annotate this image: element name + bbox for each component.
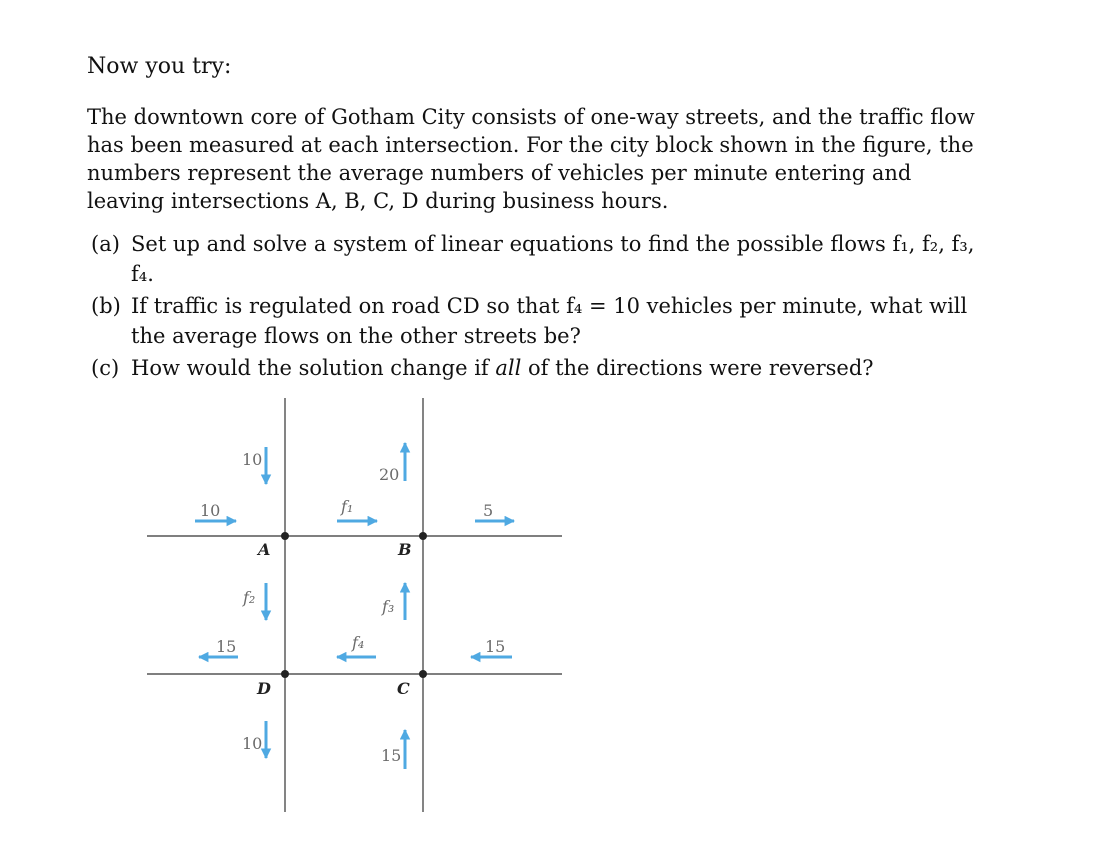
part-c-text-after: of the directions were reversed? [521, 356, 874, 380]
flow-label-bottom-right-in: 15 [485, 637, 506, 656]
problem-paragraph: The downtown core of Gotham City consists of one-way streets, and the traffic flow has been measured at each intersection. For the city block shown in the figure, the numbers represent the average numbers of vehicles per minute entering and leaving intersections A, B, C, D during business hours. [87, 105, 975, 213]
node-label-b: B [398, 540, 412, 559]
flow-label-bottom-left-out: 15 [216, 637, 237, 656]
node-label-d: D [257, 679, 271, 698]
flow-label-f3: f₃ [382, 597, 395, 616]
flow-label-top-right-out: 5 [483, 501, 494, 520]
part-b-text: If traffic is regulated on road CD so that f₄ = 10 vehicles per minute, what will the average flows on the other streets be? [131, 294, 968, 348]
part-c-text-before: How would the solution change if [131, 356, 496, 380]
part-a-label: (a) [91, 232, 120, 256]
flow-label-bottom-d-out: 10 [242, 734, 263, 753]
flow-label-f4: f₄ [352, 633, 365, 652]
heading: Now you try: [87, 54, 232, 79]
flow-label-top-b-out: 20 [379, 465, 400, 484]
intersection-b [419, 532, 427, 540]
flow-label-f1: f₁ [341, 497, 354, 516]
part-c-label: (c) [91, 356, 120, 380]
flow-label-top-left-in: 10 [200, 501, 221, 520]
part-a-text: Set up and solve a system of linear equations to find the possible flows f₁, f₂, f₃, f₄. [131, 232, 975, 286]
flow-label-f2: f₂ [243, 588, 256, 607]
intersection-a [281, 532, 289, 540]
streets [147, 398, 562, 812]
intersection-d [281, 670, 289, 678]
flow-label-top-a-in: 10 [242, 450, 263, 469]
node-label-a: A [258, 540, 271, 559]
part-b-label: (b) [91, 294, 121, 318]
node-label-c: C [397, 679, 410, 698]
flow-label-bottom-c-in: 15 [381, 746, 402, 765]
intersection-c [419, 670, 427, 678]
part-c-emphasis: all [495, 356, 522, 380]
